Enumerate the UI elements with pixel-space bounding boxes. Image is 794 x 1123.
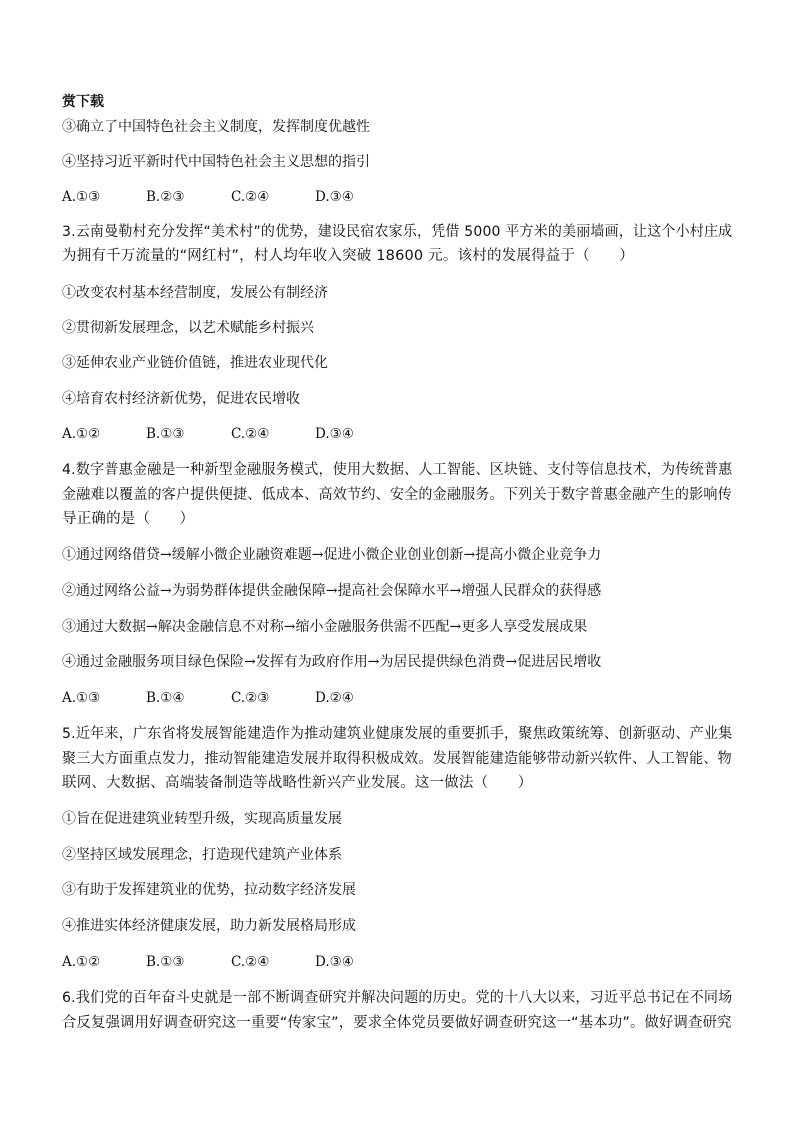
q5-item-2: ②坚持区域发展理念，打造现代建筑产业体系 [62,847,342,863]
q6-stem-line-1: 6.我们党的百年奋斗史就是一部不断调查研究并解决问题的历史。党的十八大以来，习近平总书记在不同场 [62,990,733,1006]
q5-option-a: A.①② [62,954,101,970]
q4-option-d: D.②④ [315,690,354,706]
q4-stem-line-3: 导正确的是（ ） [62,511,195,527]
q3-option-c: C.②④ [231,426,270,442]
q3-item-4: ④培育农村经济新优势，促进农民增收 [62,391,300,407]
q4-item-1: ①通过网络借贷→缓解小微企业融资难题→促进小微企业创业创新→提高小微企业竞争力 [62,547,602,563]
q4-option-a: A.①③ [62,690,101,706]
q3-stem-line-2: 为拥有千万流量的“网红村”，村人均年收入突破 18600 元。该村的发展得益于（ ） [62,248,634,264]
q2-option-c: C.②④ [231,189,270,205]
q4-stem-line-2: 金融难以覆盖的客户提供便捷、低成本、高效节约、安全的金融服务。下列关于数字普惠金融产生的影响传 [62,487,732,503]
q2-item-4: ④坚持习近平新时代中国特色社会主义思想的指引 [62,154,370,170]
q3-item-3: ③延伸农业产业链价值链，推进农业现代化 [62,355,328,371]
q2-option-b: B.②③ [146,189,185,205]
q5-item-3: ③有助于发挥建筑业的优势，拉动数字经济发展 [62,882,356,898]
q2-options [62,187,462,207]
q5-stem-line-1: 5.近年来，广东省将发展智能建造作为推动建筑业健康发展的重要抓手，聚焦政策统筹、创新驱动、产业集 [62,726,733,742]
q3-options [62,424,462,444]
q5-option-b: B.①③ [146,954,185,970]
q4-item-2: ②通过网络公益→为弱势群体提供金融保障→提高社会保障水平→增强人民群众的获得感 [62,583,602,599]
q5-option-c: C.②④ [231,954,270,970]
q4-item-3: ③通过大数据→解决金融信息不对称→缩小金融服务供需不匹配→更多人享受发展成果 [62,619,588,635]
q3-option-d: D.③④ [315,426,354,442]
q4-option-c: C.②③ [231,690,270,706]
page-header-fragment: 赏下载 [62,94,104,110]
q3-stem-line-1: 3.云南曼勒村充分发挥“美术村”的优势，建设民宿农家乐，凭借 5000 平方米的美丽墙画，让这个小村庄成 [62,224,733,240]
q3-item-2: ②贯彻新发展理念，以艺术赋能乡村振兴 [62,320,314,336]
q4-option-b: B.①④ [146,690,185,706]
q3-option-b: B.①③ [146,426,185,442]
q3-option-a: A.①② [62,426,101,442]
q2-option-a: A.①③ [62,189,101,205]
q5-item-1: ①旨在促进建筑业转型升级，实现高质量发展 [62,811,342,827]
q5-stem-line-2: 聚三大方面重点发力，推动智能建造发展并取得积极成效。发展智能建造能够带动新兴软件、人工智能、物 [62,751,732,767]
q5-stem-line-3: 联网、大数据、高端装备制造等战略性新兴产业发展。这一做法（ ） [62,775,533,791]
q2-option-d: D.③④ [315,189,354,205]
q4-stem-line-1: 4.数字普惠金融是一种新型金融服务模式，使用大数据、人工智能、区块链、支付等信息技术，为传统普惠 [62,462,733,478]
q3-item-1: ①改变农村基本经营制度，发展公有制经济 [62,285,328,301]
q6-stem-line-2: 合反复强调用好调查研究这一重要“传家宝”，要求全体党员要做好调查研究这一“基本功”。做好调查研究 [62,1015,732,1031]
q2-item-3: ③确立了中国特色社会主义制度，发挥制度优越性 [62,119,370,135]
q4-item-4: ④通过金融服务项目绿色保险→发挥有为政府作用→为居民提供绿色消费→促进居民增收 [62,654,602,670]
q5-option-d: D.③④ [315,954,354,970]
q4-options [62,688,462,708]
q5-item-4: ④推进实体经济健康发展，助力新发展格局形成 [62,918,356,934]
q5-options [62,952,462,972]
